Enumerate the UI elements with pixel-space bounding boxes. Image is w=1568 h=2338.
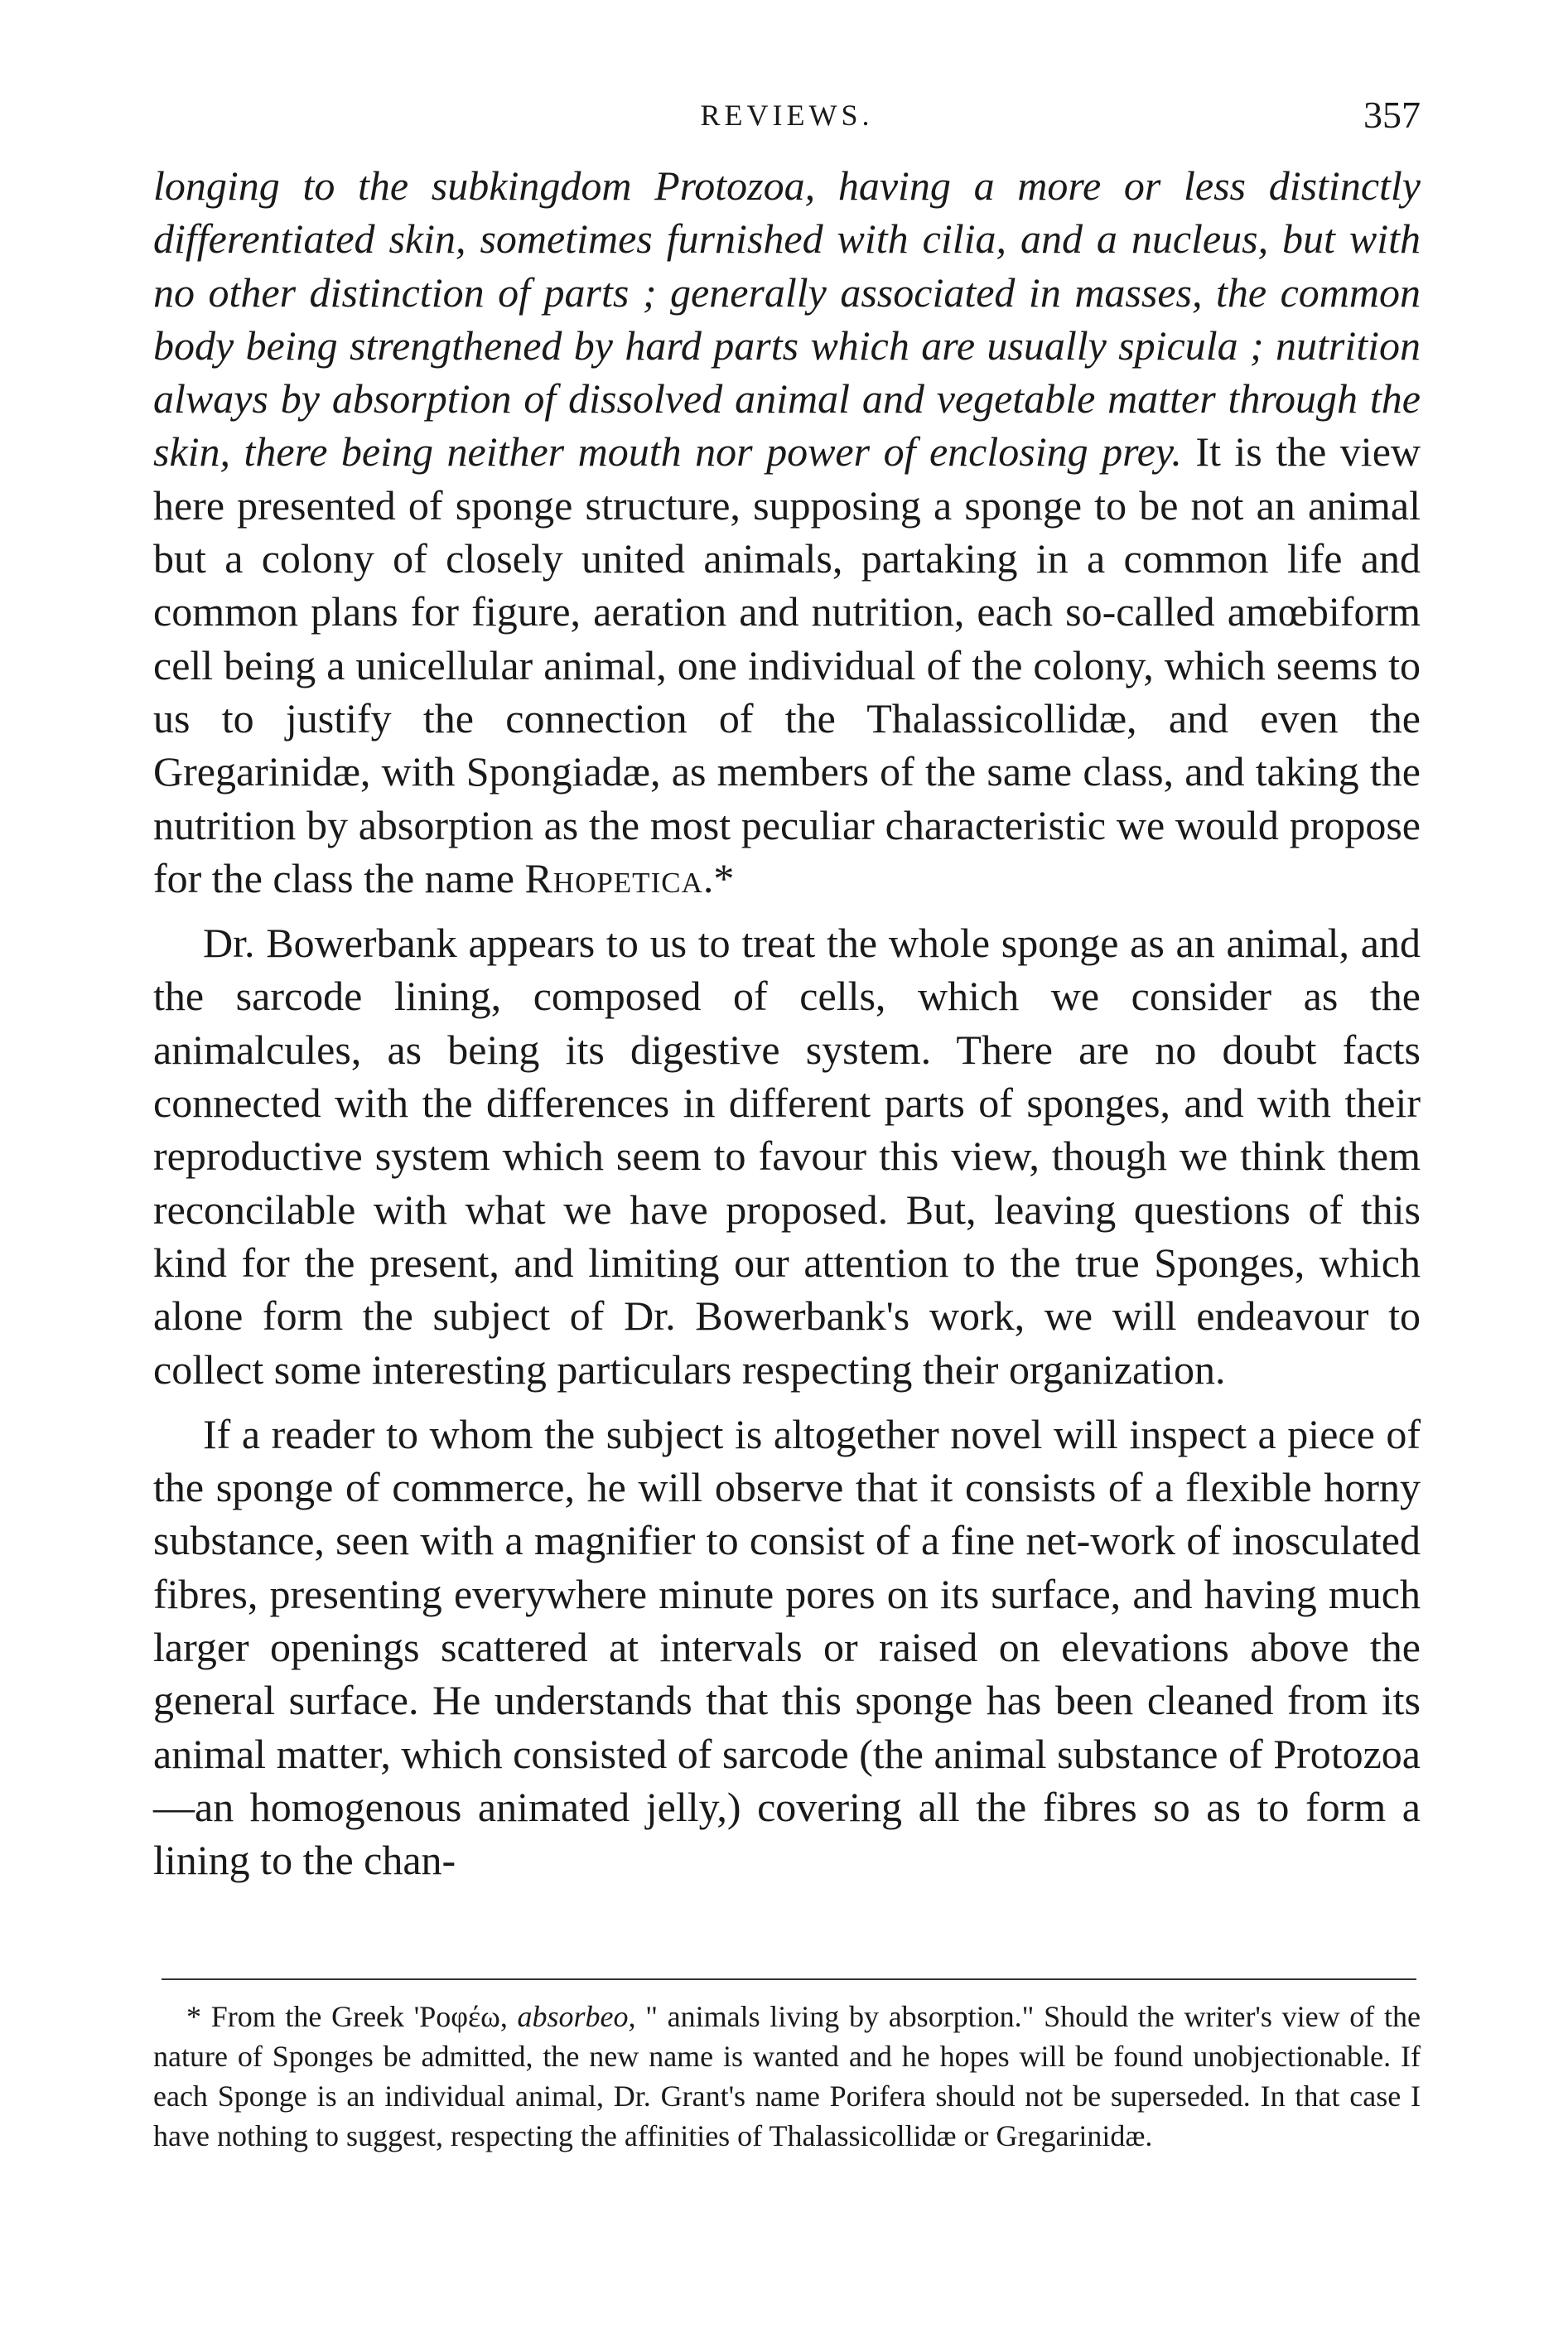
footnote-lead: * From the Greek 'Ροφέω, [186, 2000, 518, 2033]
class-name-rhopetica: Rhopetica [524, 854, 703, 901]
body-text [153, 159, 1421, 1887]
paragraph-1 [153, 159, 1421, 905]
footnote-rest: " animals living by absorption." Should the writer's view of the nature of Sponges be admitted, the new name is wanted and he hopes will be found unobjectionable. If each Sponge is an individual animal, Dr. Grant's name Porifera should not be superseded. In that case I have nothing to suggest, respecting the affinities of Thalassicollidæ or Gregarinidæ. [153, 2000, 1421, 2152]
running-title: REVIEWS. [700, 99, 874, 132]
italic-definition: longing to the subkingdom Protozoa, having a more or less distinctly differentiated skin, sometimes furnished with cilia, and a nucleus, but with no other distinction of parts ; generally associated in masses, the common body being strengthened by hard parts which are usually spicula ; nutrition always by absorption of dissolved animal and vegetable matter through the skin, there being neither mouth nor power of enclosing prey. [153, 162, 1421, 476]
footnote [153, 1997, 1421, 2156]
footnote-italic-word: absorbeo, [517, 2000, 636, 2033]
paragraph-2: Dr. Bowerbank appears to us to treat the whole sponge as an animal, and the sarcode lining, composed of cells, which we consider as the animalcules, as being its digestive system. There are no doubt facts connected with the differences in different parts of sponges, and with their reproductive system which seem to favour this view, though we think them reconcilable with what we have proposed. But, leaving questions of this kind for the present, and limiting our attention to the true Sponges, which alone form the subject of Dr. Bowerbank's work, we will endeavour to collect some interesting particulars respecting their organization. [153, 920, 1421, 1393]
paragraph-1-text: It is the view here presented of sponge structure, supposing a sponge to be not an animal but a colony of closely united animals, partaking in a common life and common plans for figure, aeration and nutrition, each so-called amœbiform cell being a unicellular animal, one individual of the colony, which seems to us to justify the connection of the Thalassicollidæ, and even the Gregarinidæ, with Spongiadæ, as members of the same class, and taking the nutrition by absorption as the most peculiar characteristic we would propose for the class the name [153, 428, 1421, 901]
footnote-marker: .* [702, 854, 735, 901]
running-head [153, 93, 1421, 143]
footnote-text [153, 1997, 1421, 2156]
page-number: 357 [1363, 94, 1421, 136]
footnote-rule [162, 1978, 1416, 1980]
paragraph-3: If a reader to whom the subject is altogether novel will inspect a piece of the sponge of commerce, he will observe that it consists of a flexible horny substance, seen with a magnifier to consist of a fine net-work of inosculated fibres, presenting everywhere minute pores on its surface, and having much larger openings scattered at intervals or raised on elevations above the general surface. He understands that this sponge has been cleaned from its animal matter, which consisted of sarcode (the animal substance of Protozoa—an homogenous animated jelly,) covering all the fibres so as to form a lining to the chan- [153, 1410, 1421, 1884]
